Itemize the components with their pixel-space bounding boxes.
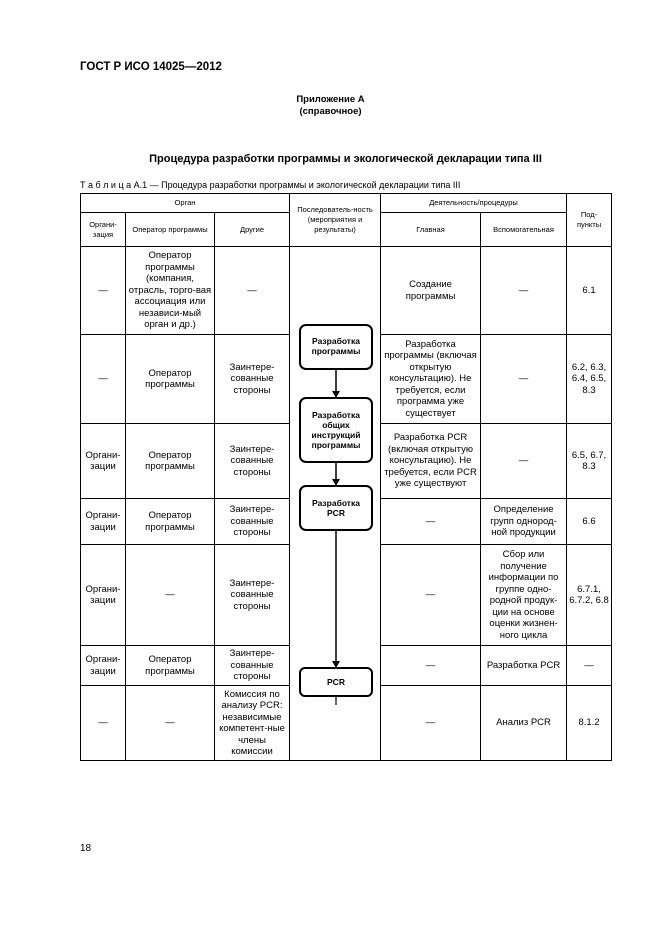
cell-operator: — — [126, 686, 215, 761]
cell-operator: Оператор программы — [126, 424, 215, 499]
cell-aux: Сбор или получение информации по группе одно-родной продук-ции на основе оценки жизнен-ного цикла — [481, 545, 567, 646]
cell-others: Заинтере-сованные стороны — [215, 646, 290, 686]
cell-items: 6.6 — [567, 499, 612, 545]
table-caption: Т а б л и ц а А.1 — Процедура разработки программы и экологической декларации типа III — [80, 180, 461, 190]
cell-main: — — [381, 545, 481, 646]
appendix-note: (справочное) — [299, 106, 362, 117]
head-sequence: Последователь-ность (мероприятия и результаты) — [290, 194, 381, 247]
cell-items: 6.2, 6.3, 6.4, 6.5, 8.3 — [567, 335, 612, 424]
section-title: Процедура разработки программы и экологической декларации типа III — [149, 153, 542, 165]
cell-org: — — [81, 335, 126, 424]
process-flowchart — [291, 247, 381, 767]
standard-header: ГОСТ Р ИСО 14025—2012 — [80, 61, 222, 73]
flow-box-text: PCR — [327, 677, 345, 687]
cell-main: — — [381, 646, 481, 686]
flow-box-text: Разработка программы — [311, 336, 361, 356]
cell-items: 6.5, 6.7, 8.3 — [567, 424, 612, 499]
flow-box-text: Разработка общих инструкций программы — [311, 410, 361, 450]
cell-main: — — [381, 499, 481, 545]
cell-aux: Анализ PCR — [481, 686, 567, 761]
cell-main: — — [381, 686, 481, 761]
cell-org: Органи-зации — [81, 545, 126, 646]
cell-aux: — — [481, 424, 567, 499]
head-main: Главная — [381, 213, 481, 247]
head-organ: Орган — [81, 194, 290, 213]
page-number: 18 — [80, 843, 92, 854]
cell-others: Комиссия по анализу PCR: независимые компетент-ные члены комиссии — [215, 686, 290, 761]
cell-org: Органи-зации — [81, 424, 126, 499]
cell-operator: Оператор программы — [126, 499, 215, 545]
cell-others: Заинтере-сованные стороны — [215, 424, 290, 499]
cell-items: 6.7.1, 6.7.2, 6.8 — [567, 545, 612, 646]
cell-others: — — [215, 247, 290, 335]
cell-org: — — [81, 686, 126, 761]
cell-aux: — — [481, 247, 567, 335]
cell-operator: — — [126, 545, 215, 646]
flow-box-text: Разработка PCR — [312, 498, 360, 518]
cell-main: Разработка программы (включая открытую консультацию). Не требуется, если программа уже существует — [381, 335, 481, 424]
cell-items: — — [567, 646, 612, 686]
cell-aux: Разработка PCR — [481, 646, 567, 686]
head-others: Другие — [215, 213, 290, 247]
cell-org: Органи-зации — [81, 646, 126, 686]
cell-aux: Определение групп однород-ной продукции — [481, 499, 567, 545]
appendix-title: Приложение А — [296, 94, 365, 105]
cell-operator: Оператор программы — [126, 646, 215, 686]
cell-items: 8.1.2 — [567, 686, 612, 761]
cell-org: — — [81, 247, 126, 335]
head-organizations: Органи-зация — [81, 213, 126, 247]
head-operator: Оператор программы — [126, 213, 215, 247]
cell-items: 6.1 — [567, 247, 612, 335]
cell-operator: Оператор программы — [126, 335, 215, 424]
cell-aux: — — [481, 335, 567, 424]
cell-others: Заинтере-сованные стороны — [215, 499, 290, 545]
cell-others: Заинтере-сованные стороны — [215, 545, 290, 646]
head-auxiliary: Вспомогательная — [481, 213, 567, 247]
cell-others: Заинтере-сованные стороны — [215, 335, 290, 424]
head-activity: Деятельность/процедуры — [381, 194, 567, 213]
cell-main: Создание программы — [381, 247, 481, 335]
head-subitems: Под-пункты — [567, 194, 612, 247]
cell-main: Разработка PCR (включая открытую консультацию). Не требуется, если PCR уже существуют — [381, 424, 481, 499]
cell-operator: Оператор программы (компания, отрасль, торго-вая ассоциация или независи-мый орган и др.) — [126, 247, 215, 335]
cell-org: Органи-зации — [81, 499, 126, 545]
